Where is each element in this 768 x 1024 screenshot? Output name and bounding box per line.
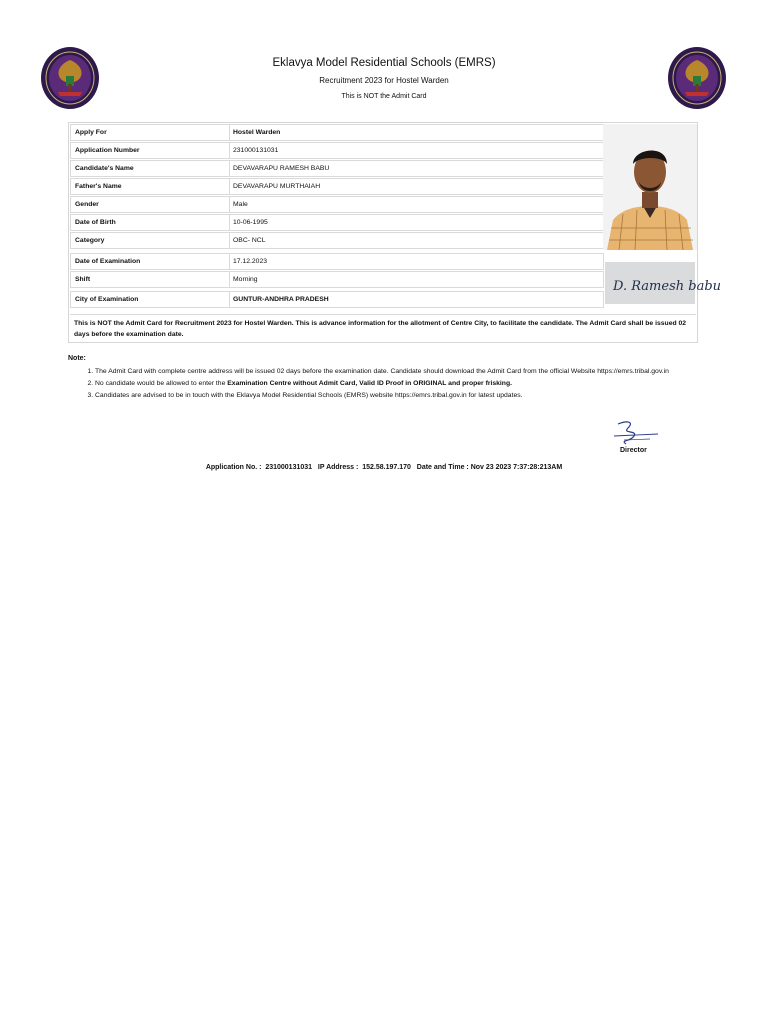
admit-card-notice: This is NOT the Admit Card [341, 93, 427, 100]
candidate-photo [603, 124, 697, 250]
detail-value: Male [233, 201, 248, 208]
detail-row [70, 142, 604, 159]
detail-row [70, 232, 604, 249]
detail-label: Shift [75, 276, 91, 283]
page-subtitle: Recruitment 2023 for Hostel Warden [319, 76, 449, 85]
detail-value: 17.12.2023 [233, 258, 268, 265]
detail-label: Gender [75, 201, 99, 208]
detail-value: 10-06-1995 [233, 219, 268, 226]
detail-row [70, 291, 604, 308]
note-item: 3. Candidates are advised to be in touch with the Eklavya Model Residential Schools (EMRS) website https://emrs.tribal.gov.in for latest updates. [95, 390, 713, 401]
detail-label: Date of Birth [75, 219, 116, 226]
detail-row [70, 160, 604, 177]
notes-heading: Note: [68, 355, 86, 362]
director-signature [610, 418, 662, 446]
detail-value: GUNTUR-ANDHRA PRADESH [233, 296, 329, 303]
detail-label: Category [75, 237, 105, 244]
detail-row [70, 214, 604, 231]
svg-text:D. Ramesh babu: D. Ramesh babu [613, 279, 722, 294]
info-text: This is NOT the Admit Card for Recruitment 2023 for Hostel Warden. This is advance information for the allotment of Centre City, to facilitate the candidate. The Admit Card shall be issued 02 days before the examination date. [70, 314, 696, 342]
detail-value: Morning [233, 276, 258, 283]
note-item: 1. The Admit Card with complete centre address will be issued 02 days before the examination date. Candidate should download the Admit Card from the official Website https://emrs.tribal.gov.in [95, 366, 713, 377]
detail-value: 231000131031 [233, 147, 279, 154]
detail-row [70, 124, 604, 141]
detail-value: DEVAVARAPU MURTHAIAH [233, 183, 321, 190]
candidate-signature [605, 262, 722, 304]
detail-value: DEVAVARAPU RAMESH BABU [233, 165, 330, 172]
detail-label: Date of Examination [75, 258, 141, 265]
detail-label: Father's Name [75, 183, 122, 190]
notes-list [80, 366, 713, 402]
detail-value: OBC- NCL [233, 237, 266, 244]
detail-row [70, 196, 604, 213]
detail-row [70, 178, 604, 195]
director-label: Director [620, 447, 647, 454]
detail-value: Hostel Warden [233, 129, 281, 136]
footer-info: Application No. : 231000131031 IP Address : 152.58.197.170 Date and Time : Nov 23 2023 7:37:28:213AM [205, 464, 563, 471]
detail-row [70, 271, 604, 288]
detail-label: Apply For [75, 129, 107, 136]
note-item: 2. No candidate would be allowed to enter the Examination Centre without Admit Card, Valid ID Proof in ORIGINAL and proper frisking. [95, 378, 713, 389]
detail-label: City of Examination [75, 296, 139, 303]
detail-label: Candidate's Name [75, 165, 134, 172]
detail-label: Application Number [75, 147, 140, 154]
page-title: Eklavya Model Residential Schools (EMRS) [272, 57, 496, 69]
detail-row [70, 253, 604, 270]
